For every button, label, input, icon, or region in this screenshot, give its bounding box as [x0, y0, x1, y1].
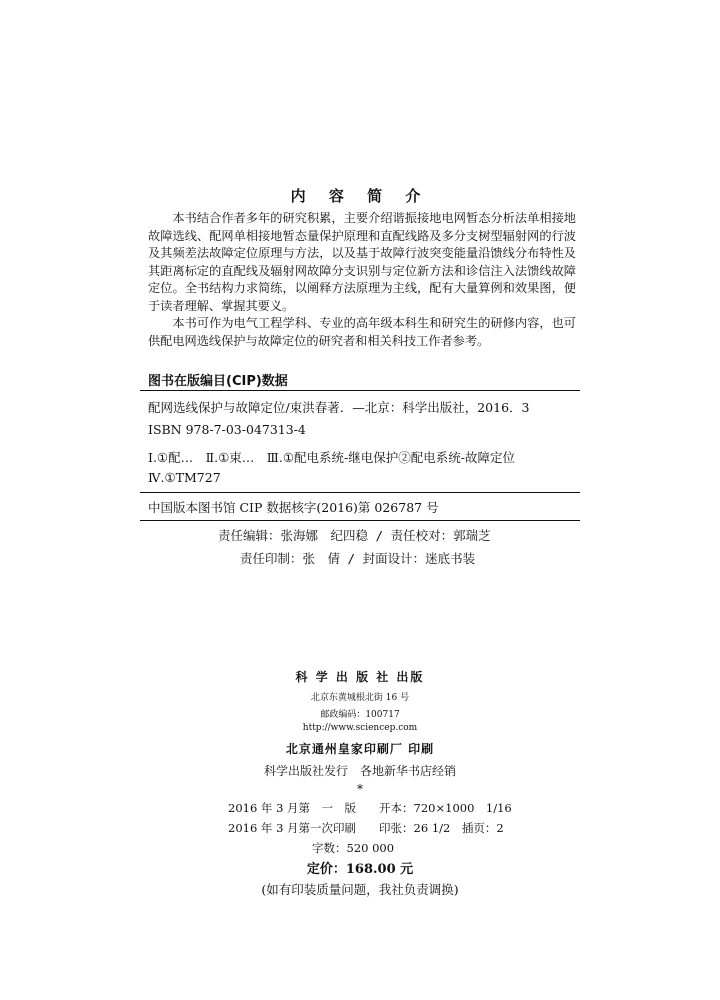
word-count: 字数：520 000	[312, 841, 395, 855]
divider-rule	[140, 390, 580, 391]
cip-record-number: 中国版本图书馆 CIP 数据核字(2016)第 026787 号	[148, 500, 439, 515]
cip-subject-line: Ⅰ.①配… Ⅱ.①束… Ⅲ.①配电系统-继电保护②配电系统-故障定位	[148, 450, 515, 465]
separator-asterisk: *	[357, 782, 363, 796]
printer: 北京通州皇家印刷厂 印刷	[285, 742, 435, 756]
printing-line: 2016 年 3 月第一次印刷 印张：26 1/2 插页：2	[228, 821, 504, 835]
intro-paragraph-2: 本书可作为电气工程学科、专业的高年级本科生和研究生的研修内容，也可供配电网选线保护与故障定位的研究者和相关科技工作者参考。	[148, 316, 576, 348]
intro-paragraph-1: 本书结合作者多年的研究积累，主要介绍谐振接地电网暂态分析法单相接地故障选线、配网单相接地暂态量保护原理和直配线路及多分支树型辐射网的行波及其频差法故障定位原理与方法，以及基于故障行波突变能量沿馈线分布特性及其距离标定的直配线及辐射网故障分支识别与定位新方法和诊信注入法馈线故障定位。全书结构力求简练，以阐释方法原理为主线，配有大量算例和效果图，便于读者理解、掌握其要义。	[148, 211, 576, 313]
publisher-postcode: 邮政编码：100717	[320, 710, 400, 720]
staff-print-design: 责任印制：张 倩 / 封面设计：迷底书装	[240, 551, 476, 566]
cip-title: 图书在版编目(CIP)数据	[148, 374, 288, 389]
quality-note: (如有印装质量问题，我社负责调换)	[261, 882, 459, 897]
intro-body	[148, 210, 576, 350]
cip-title-line: 配网选线保护与故障定位/束洪春著．—北京：科学出版社，2016．3	[148, 400, 530, 415]
cip-classification: Ⅳ.①TM727	[148, 470, 221, 485]
divider-rule	[140, 520, 580, 521]
publisher-address: 北京东黄城根北街 16 号	[310, 693, 410, 703]
divider-rule	[140, 492, 580, 493]
price: 定价：168.00 元	[306, 862, 414, 877]
distribution: 科学出版社发行 各地新华书店经销	[263, 764, 456, 778]
staff-editors: 责任编辑：张海娜 纪四稳 / 责任校对：郭瑞芝	[218, 528, 491, 543]
publisher-url: http://www.sciencep.com	[302, 723, 418, 733]
publisher-name: 科 学 出 版 社 出版	[295, 670, 425, 684]
intro-title: 内 容 简 介	[290, 187, 430, 205]
cip-isbn: ISBN 978-7-03-047313-4	[148, 422, 306, 437]
edition-line: 2016 年 3 月第 一 版 开本：720×1000 1/16	[228, 801, 512, 815]
